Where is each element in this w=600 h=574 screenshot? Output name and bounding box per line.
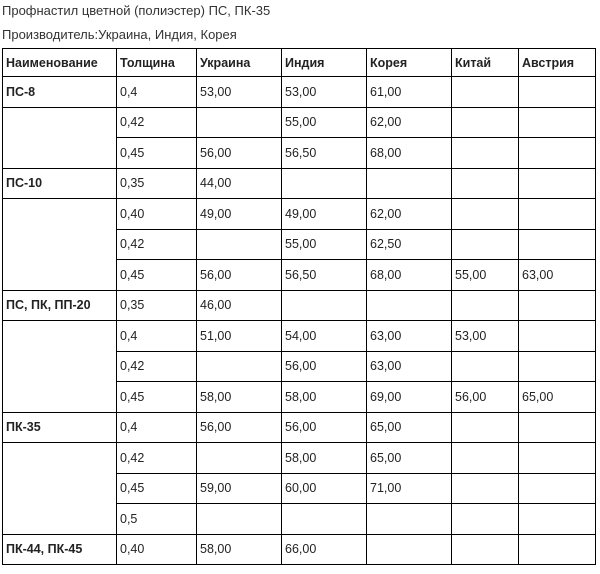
- thickness-cell: 0,40: [117, 199, 197, 230]
- price-cell: 61,00: [367, 77, 452, 108]
- price-cell: 60,00: [282, 473, 367, 504]
- thickness-cell: 0,45: [117, 473, 197, 504]
- price-cell: 63,00: [367, 351, 452, 382]
- price-cell: 49,00: [197, 199, 282, 230]
- price-cell: [367, 290, 452, 321]
- thickness-cell: 0,40: [117, 534, 197, 565]
- price-cell: [197, 107, 282, 138]
- price-cell: [282, 504, 367, 535]
- price-cell: 65,00: [519, 382, 596, 413]
- column-header: Австрия: [519, 49, 596, 77]
- product-name-spacer-cell: [3, 107, 117, 168]
- price-cell: [519, 168, 596, 199]
- table-row: [3, 199, 596, 230]
- column-header: Наименование: [3, 49, 117, 77]
- column-header: Китай: [452, 49, 519, 77]
- price-cell: [367, 534, 452, 565]
- thickness-cell: 0,35: [117, 168, 197, 199]
- price-cell: 65,00: [367, 412, 452, 443]
- product-name-cell: ПС-8: [3, 77, 117, 108]
- product-name-cell: ПС, ПК, ПП-20: [3, 290, 117, 321]
- price-cell: 56,00: [282, 351, 367, 382]
- price-cell: 56,50: [282, 260, 367, 291]
- thickness-cell: 0,4: [117, 77, 197, 108]
- column-header: Индия: [282, 49, 367, 77]
- table-row: [3, 77, 596, 108]
- product-name-spacer-cell: [3, 321, 117, 413]
- price-cell: 56,50: [282, 138, 367, 169]
- price-cell: [452, 107, 519, 138]
- price-cell: 56,00: [282, 412, 367, 443]
- table-header-row: [3, 49, 596, 77]
- price-cell: [519, 199, 596, 230]
- price-cell: 44,00: [197, 168, 282, 199]
- price-cell: 69,00: [367, 382, 452, 413]
- price-cell: 53,00: [452, 321, 519, 352]
- price-cell: 63,00: [519, 260, 596, 291]
- thickness-cell: 0,5: [117, 504, 197, 535]
- price-cell: 58,00: [282, 443, 367, 474]
- product-name-cell: ПК-35: [3, 412, 117, 443]
- price-cell: [519, 534, 596, 565]
- thickness-cell: 0,45: [117, 260, 197, 291]
- price-cell: 59,00: [197, 473, 282, 504]
- table-row: [3, 412, 596, 443]
- price-cell: [519, 77, 596, 108]
- price-cell: [519, 229, 596, 260]
- thickness-cell: 0,42: [117, 443, 197, 474]
- price-cell: [452, 290, 519, 321]
- thickness-cell: 0,4: [117, 321, 197, 352]
- price-cell: [519, 443, 596, 474]
- price-cell: [367, 168, 452, 199]
- price-cell: [452, 168, 519, 199]
- price-cell: [367, 504, 452, 535]
- column-header: Украина: [197, 49, 282, 77]
- price-cell: 56,00: [197, 412, 282, 443]
- price-cell: 56,00: [197, 138, 282, 169]
- price-cell: [519, 412, 596, 443]
- table-row: [3, 321, 596, 352]
- price-cell: [519, 138, 596, 169]
- price-cell: 56,00: [452, 382, 519, 413]
- price-cell: [519, 321, 596, 352]
- price-cell: 56,00: [197, 260, 282, 291]
- table-row: [3, 290, 596, 321]
- price-cell: 55,00: [282, 229, 367, 260]
- price-cell: [519, 473, 596, 504]
- table-row: [3, 443, 596, 474]
- product-name-spacer-cell: [3, 443, 117, 535]
- column-header: Толщина: [117, 49, 197, 77]
- price-cell: 58,00: [282, 382, 367, 413]
- producer-line: Производитель:Украина, Индия, Корея: [2, 27, 237, 42]
- page-title: Профнастил цветной (полиэстер) ПС, ПК-35: [2, 3, 271, 18]
- price-cell: 62,50: [367, 229, 452, 260]
- table-row: [3, 534, 596, 565]
- price-cell: [452, 412, 519, 443]
- thickness-cell: 0,45: [117, 382, 197, 413]
- price-cell: [519, 107, 596, 138]
- price-cell: [519, 504, 596, 535]
- price-cell: [452, 504, 519, 535]
- price-cell: [197, 443, 282, 474]
- price-cell: [452, 443, 519, 474]
- thickness-cell: 0,42: [117, 351, 197, 382]
- thickness-cell: 0,42: [117, 107, 197, 138]
- price-cell: [197, 504, 282, 535]
- table-row: [3, 107, 596, 138]
- price-cell: 58,00: [197, 534, 282, 565]
- price-cell: 51,00: [197, 321, 282, 352]
- price-cell: 65,00: [367, 443, 452, 474]
- product-name-spacer-cell: [3, 199, 117, 291]
- product-name-cell: ПС-10: [3, 168, 117, 199]
- price-cell: [452, 534, 519, 565]
- product-name-cell: ПК-44, ПК-45: [3, 534, 117, 565]
- price-cell: 54,00: [282, 321, 367, 352]
- thickness-cell: 0,42: [117, 229, 197, 260]
- price-cell: [452, 229, 519, 260]
- price-cell: [197, 351, 282, 382]
- price-cell: 55,00: [282, 107, 367, 138]
- price-cell: 53,00: [197, 77, 282, 108]
- table-row: [3, 168, 596, 199]
- price-cell: [519, 351, 596, 382]
- price-cell: 58,00: [197, 382, 282, 413]
- price-cell: 63,00: [367, 321, 452, 352]
- price-cell: 71,00: [367, 473, 452, 504]
- price-cell: 68,00: [367, 138, 452, 169]
- price-cell: 62,00: [367, 199, 452, 230]
- price-cell: 53,00: [282, 77, 367, 108]
- thickness-cell: 0,35: [117, 290, 197, 321]
- price-cell: [519, 290, 596, 321]
- price-cell: [197, 229, 282, 260]
- price-cell: [452, 199, 519, 230]
- price-cell: [282, 290, 367, 321]
- price-cell: [282, 168, 367, 199]
- price-cell: 66,00: [282, 534, 367, 565]
- thickness-cell: 0,45: [117, 138, 197, 169]
- price-cell: [452, 473, 519, 504]
- price-cell: 55,00: [452, 260, 519, 291]
- price-cell: [452, 138, 519, 169]
- price-cell: 62,00: [367, 107, 452, 138]
- price-cell: [452, 77, 519, 108]
- column-header: Корея: [367, 49, 452, 77]
- price-cell: 46,00: [197, 290, 282, 321]
- price-table: [2, 48, 596, 565]
- price-cell: 49,00: [282, 199, 367, 230]
- price-cell: 68,00: [367, 260, 452, 291]
- thickness-cell: 0,4: [117, 412, 197, 443]
- price-cell: [452, 351, 519, 382]
